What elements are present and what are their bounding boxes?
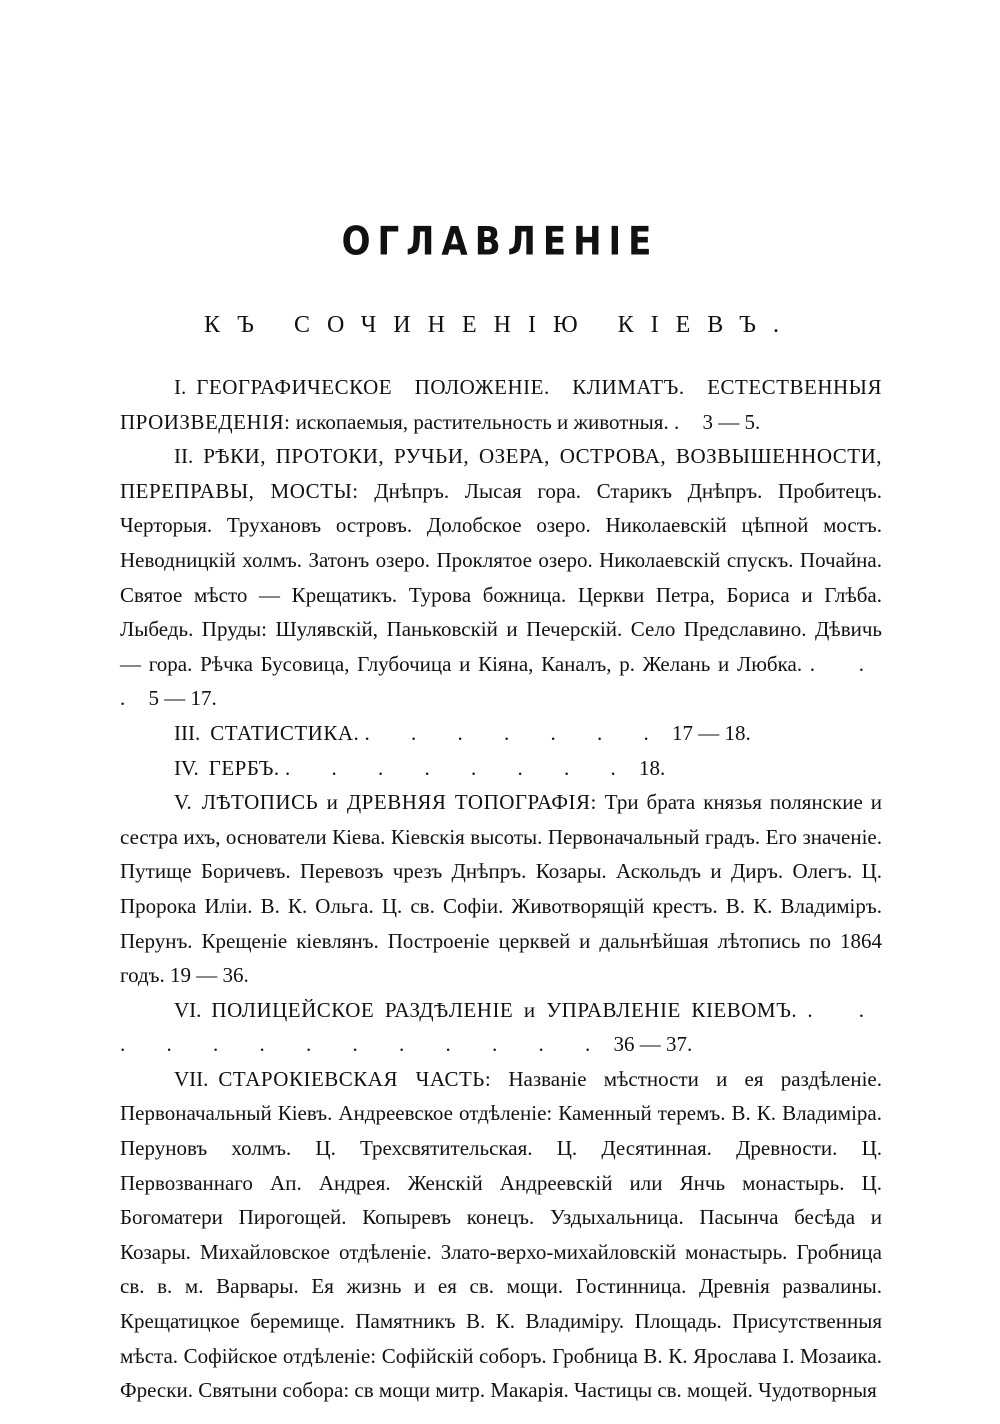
toc-entry — [120, 439, 882, 716]
toc-entry-body: Названіе мѣстности и ея раздѣленіе. Первоначальный Кіевъ. Андреевское отдѣленіе: Каменный теремъ. В. К. Владиміра. Перуновъ холмъ. Ц. Трехсвятительская. Ц. Десятинная. Древности. Ц. Первозваннаго Ап. Андрея. Женскій Андреевскій или Янчь монастырь. Ц. Богоматери Пирогощей. Копыревъ конецъ. Уздыхальница. Пасынча бесѣда и Козары. Михайловское отдѣленіе. Злато-верхо-михайловскій монастырь. Гробница св. в. м. Варвары. Ея жизнь и ея св. мощи. Гостинница. Древнія развалины. Крещатицкое беремище. Памятникъ В. К. Владиміру. Площадь. Присутственныя мѣста. Софійское отдѣленіе: Софійскій соборъ. Гробница В. К. Ярослава I. Мозаика. Фрески. Святыни собора: св мощи митр. Макарія. Частицы св. мощей. Чудотворныя — [120, 1066, 882, 1403]
table-of-contents — [120, 370, 882, 1408]
toc-entry-pages: 19 — 36. — [170, 963, 249, 988]
toc-entry-pages: 3 — 5. — [702, 409, 761, 434]
toc-entry — [120, 785, 882, 993]
toc-entry-heading: СТАТИСТИКА. — [210, 720, 360, 745]
toc-entry-heading: ЛѢТОПИСЬ и ДРЕВНЯЯ ТОПОГРАФІЯ: — [201, 790, 597, 815]
toc-entry-number: II. — [174, 444, 194, 469]
page-subtitle: КЪ СОЧИНЕНІЮ КІЕВЪ. — [204, 312, 796, 338]
toc-entry-leaders: . . . . . . . — [364, 720, 667, 745]
toc-entry-number: V. — [174, 790, 192, 815]
toc-entry-leaders: . . . — [120, 651, 883, 711]
toc-entry-number: VI. — [174, 997, 202, 1022]
toc-entry-heading: ПОЛИЦЕЙСКОЕ РАЗДѢЛЕНІЕ и УПРАВЛЕНІЕ КІЕВОМЪ. — [211, 997, 798, 1022]
toc-entry-body: Днѣпръ. Лысая гора. Старикъ Днѣпръ. Пробитецъ. Черторыя. Трухановъ островъ. Долобское озеро. Николаевскій цѣпной мостъ. Неводницкій холмъ. Затонъ озеро. Проклятое озеро. Николаевскій спускъ. Почайна. Святое мѣсто — Крещатикъ. Турова божница. Церкви Петра, Бориса и Глѣба. Лыбедь. Пруды: Шулявскій, Паньковскій и Печерскій. Село Предславино. Дѣвичь — гора. Рѣчка Бусовица, Глубочица и Кіяна, Каналъ, р. Желань и Любка. — [120, 478, 882, 676]
toc-entry-number: VII. — [174, 1066, 209, 1091]
toc-entry-heading: ГЕРБЪ. — [208, 755, 280, 780]
toc-entry-pages: 18. — [638, 755, 666, 780]
toc-entry-body: Три брата князья полянские и сестра ихъ, основатели Кіева. Кіевскія высоты. Первоначальный градъ. Его значеніе. Путище Боричевъ. Перевозъ чрезъ Днѣпръ. Козары. Аскольдъ и Диръ. Олегъ. Ц. Пророка Иліи. В. К. Ольга. Ц. св. Софіи. Животворящій крестъ. В. К. Владиміръ. Перунъ. Крещеніе кіевлянъ. Построеніе церквей и дальнѣйшая лѣтопись по 1864 годъ. — [120, 790, 882, 988]
toc-entry-heading: РѢКИ, ПРОТОКИ, РУЧЬИ, ОЗЕРА, ОСТРОВА, ВОЗВЫШЕННОСТИ, ПЕРЕПРАВЫ, МОСТЫ: — [120, 444, 882, 503]
toc-entry — [120, 370, 882, 439]
page-title: ОГЛАВЛЕНІЕ — [341, 219, 659, 265]
toc-entry — [120, 993, 882, 1062]
toc-entry-leaders: . . . . . . . . . . . . . — [120, 997, 883, 1057]
toc-entry-number: IV. — [174, 755, 199, 780]
toc-entry-leaders: . — [673, 409, 698, 434]
toc-entry-pages: 17 — 18. — [672, 720, 751, 745]
toc-entry — [120, 751, 882, 786]
toc-entry — [120, 1062, 882, 1408]
toc-entry-body: ископаемыя, растительность и животныя. — [290, 409, 669, 434]
toc-entry-pages: 36 — 37. — [613, 1032, 693, 1057]
toc-entry-leaders: . . . . . . . . — [284, 755, 634, 780]
toc-entry-heading: ГЕОГРАФИЧЕСКОЕ ПОЛОЖЕНІЕ. КЛИМАТЪ. ЕСТЕСТВЕННЫЯ ПРОИЗВЕДЕНІЯ: — [120, 375, 882, 434]
toc-entry-number: I. — [174, 375, 187, 399]
toc-entry-pages: 5 — 17. — [148, 686, 217, 711]
toc-entry-heading: СТАРОКІЕВСКАЯ ЧАСТЬ: — [218, 1066, 492, 1091]
toc-entry — [120, 716, 882, 751]
toc-entry-number: III. — [174, 720, 201, 745]
